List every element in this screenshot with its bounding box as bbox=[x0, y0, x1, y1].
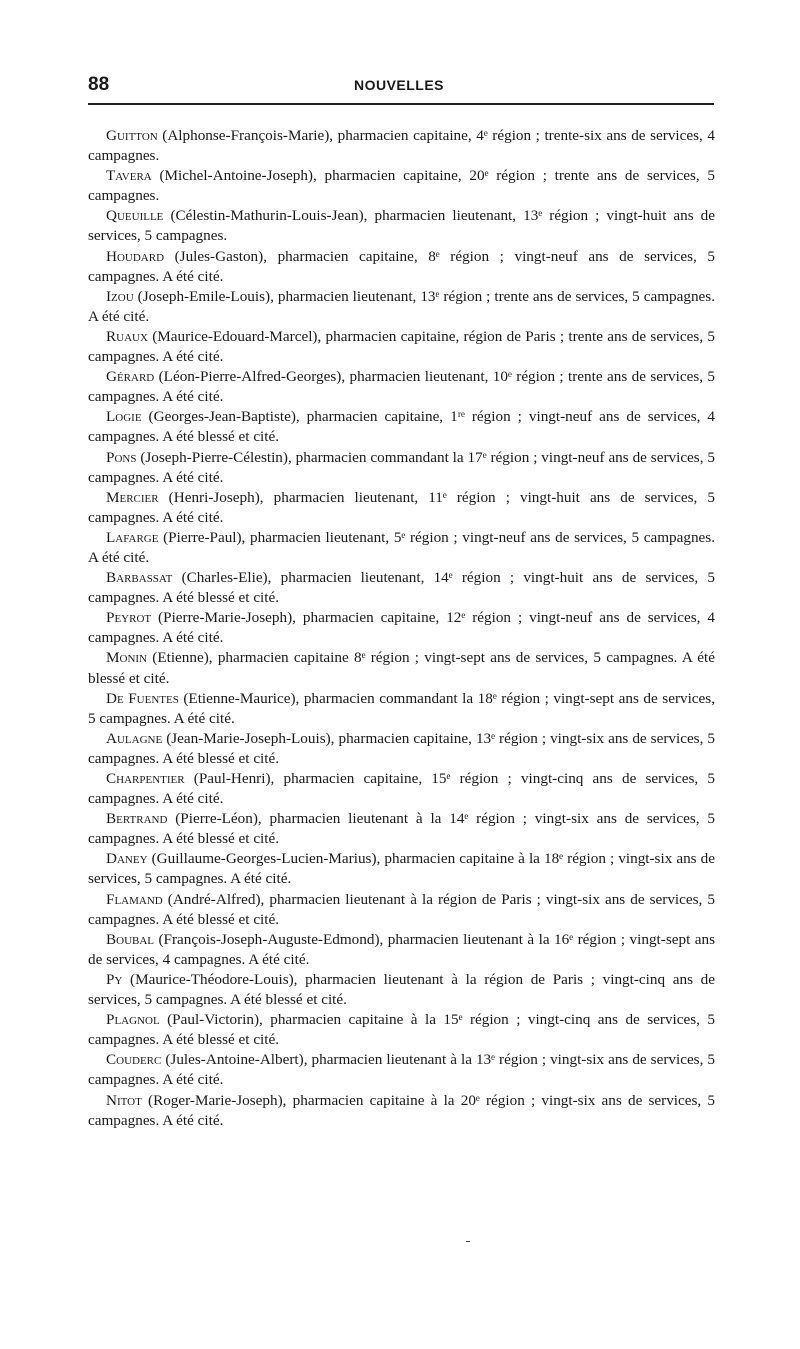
entry-name: Pons bbox=[106, 448, 137, 466]
entry-text: (Paul-Henri), pharmacien capitaine, 15ᵉ région ; vingt-cinq ans de services, 5 campagnes. A été cité. bbox=[88, 770, 715, 808]
entry-name: Houdard bbox=[106, 247, 165, 265]
entry bbox=[88, 608, 715, 648]
entry-text: (Pierre-Marie-Joseph), pharmacien capitaine, 12ᵉ région ; vingt-neuf ans de services, 4 campagnes. A été cité. bbox=[88, 609, 715, 647]
entry-text: (Henri-Joseph), pharmacien lieutenant, 11ᵉ région ; vingt-huit ans de services, 5 campagnes. A été cité. bbox=[88, 488, 715, 526]
entry bbox=[88, 206, 715, 246]
entry-text: (François-Joseph-Auguste-Edmond), pharmacien lieutenant à la 16ᵉ région ; vingt-sept ans de services, 4 campagnes. A été cité. bbox=[88, 930, 715, 968]
entry-text: (Jules-Gaston), pharmacien capitaine, 8ᵉ région ; vingt-neuf ans de services, 5 campagnes. A été cité. bbox=[88, 247, 715, 285]
entry-name: Ruaux bbox=[106, 327, 148, 345]
entry-text: (Etienne), pharmacien capitaine 8ᵉ région ; vingt-sept ans de services, 5 campagnes. A été blessé et cité. bbox=[88, 649, 715, 687]
entry bbox=[88, 488, 715, 528]
running-title: NOUVELLES bbox=[353, 77, 445, 93]
entry-text: (Alphonse-François-Marie), pharmacien capitaine, 4ᵉ région ; trente-six ans de services, 4 campagnes. bbox=[88, 127, 715, 165]
entry-name: Flamand bbox=[106, 890, 163, 908]
entry bbox=[88, 247, 715, 287]
entry-name: Py bbox=[106, 970, 123, 988]
entry-name: Boubal bbox=[106, 930, 155, 948]
entry bbox=[88, 166, 715, 206]
entry-name: Queuille bbox=[106, 207, 164, 225]
entry bbox=[88, 849, 715, 889]
entry-text: (Jules-Antoine-Albert), pharmacien lieutenant à la 13ᵉ région ; vingt-six ans de services, 5 campagnes. A été cité. bbox=[88, 1051, 715, 1089]
entry-text: (Jean-Marie-Joseph-Louis), pharmacien capitaine, 13ᵉ région ; vingt-six ans de services, 5 campagnes. A été blessé et cité. bbox=[88, 729, 715, 767]
entry-text: (Georges-Jean-Baptiste), pharmacien capitaine, 1ʳᵉ région ; vingt-neuf ans de services, 4 campagnes. A été blessé et cité. bbox=[88, 408, 715, 446]
entry bbox=[88, 970, 715, 1010]
entry bbox=[88, 1010, 715, 1050]
entry-text: (Paul-Victorin), pharmacien capitaine à la 15ᵉ région ; vingt-cinq ans de services, 5 campagnes. A été blessé et cité. bbox=[88, 1011, 715, 1049]
entry-text: (Charles-Elie), pharmacien lieutenant, 14ᵉ région ; vingt-huit ans de services, 5 campagnes. A été blessé et cité. bbox=[88, 569, 715, 607]
entry-name: Mercier bbox=[106, 488, 159, 506]
entry-text: (Maurice-Théodore-Louis), pharmacien lieutenant à la région de Paris ; vingt-cinq ans de services, 5 campagnes. A été blessé et cité. bbox=[88, 970, 715, 1009]
entry-name: Bertrand bbox=[106, 810, 168, 828]
entries-list bbox=[88, 126, 715, 1131]
entry bbox=[88, 448, 715, 488]
entry-text: (Etienne-Maurice), pharmacien commandant la 18ᵉ région ; vingt-sept ans de services, 5 campagnes. A été cité. bbox=[88, 689, 715, 727]
entry-text: (Maurice-Edouard-Marcel), pharmacien capitaine, région de Paris ; trente ans de services, 5 campagnes. A été cité. bbox=[88, 327, 715, 366]
entry-name: Nitot bbox=[106, 1091, 142, 1109]
entry-name: Daney bbox=[106, 850, 148, 868]
entry bbox=[88, 568, 715, 608]
entry-name: Charpentier bbox=[106, 770, 185, 787]
entry-text: (Célestin-Mathurin-Louis-Jean), pharmacien lieutenant, 13ᵉ région ; vingt-huit ans de services, 5 campagnes. bbox=[88, 207, 715, 245]
entry-text: (Pierre-Paul), pharmacien lieutenant, 5ᵉ région ; vingt-neuf ans de services, 5 campagnes. A été cité. bbox=[88, 528, 715, 566]
entry-text: (André-Alfred), pharmacien lieutenant à la région de Paris ; vingt-six ans de services, 5 campagnes. A été blessé et cité. bbox=[88, 890, 715, 928]
entry-name: Barbassat bbox=[106, 569, 173, 587]
entry-text: (Joseph-Emile-Louis), pharmacien lieutenant, 13ᵉ région ; trente ans de services, 5 campagnes. A été cité. bbox=[88, 287, 715, 325]
entry bbox=[88, 930, 715, 970]
entry-name: Gérard bbox=[106, 368, 155, 386]
entry bbox=[88, 367, 715, 407]
entry-text: (Roger-Marie-Joseph), pharmacien capitaine à la 20ᵉ région ; vingt-six ans de services, 5 campagnes. A été cité. bbox=[88, 1091, 715, 1129]
entry-name: Izou bbox=[106, 287, 134, 305]
entry bbox=[88, 126, 715, 166]
entry-name: De Fuentes bbox=[106, 689, 179, 707]
entry-name: Logie bbox=[106, 408, 142, 426]
entry-name: Tavera bbox=[106, 167, 152, 185]
entry bbox=[88, 1050, 715, 1090]
page-number: 88 bbox=[88, 74, 110, 95]
entry bbox=[88, 648, 715, 688]
entry-name: Peyrot bbox=[106, 609, 152, 627]
entry bbox=[88, 287, 715, 327]
entry-text: (Guillaume-Georges-Lucien-Marius), pharmacien capitaine à la 18ᵉ région ; vingt-six ans de services, 5 campagnes. A été cité. bbox=[88, 850, 715, 888]
entry-name: Monin bbox=[106, 649, 147, 667]
entry-text: (Pierre-Léon), pharmacien lieutenant à la 14ᵉ région ; vingt-six ans de services, 5 campagnes. A été blessé et cité. bbox=[88, 810, 715, 848]
entry-name: Aulagne bbox=[106, 729, 163, 747]
entry-name: Lafarge bbox=[106, 528, 159, 546]
entry-name: Couderc bbox=[106, 1051, 162, 1069]
entry-name: Plagnol bbox=[106, 1011, 160, 1029]
entry bbox=[88, 890, 715, 930]
entry-text: (Michel-Antoine-Joseph), pharmacien capitaine, 20ᵉ région ; trente ans de services, 5 campagnes. bbox=[88, 167, 715, 205]
entry bbox=[88, 769, 715, 809]
entry bbox=[88, 327, 715, 367]
entry bbox=[88, 729, 715, 769]
entry-text: (Joseph-Pierre-Célestin), pharmacien commandant la 17ᵉ région ; vingt-neuf ans de services, 5 campagnes. A été cité. bbox=[88, 448, 715, 486]
entry-text: (Léon-Pierre-Alfred-Georges), pharmacien lieutenant, 10ᵉ région ; trente ans de services, 5 campagnes. A été cité. bbox=[88, 368, 715, 406]
entry bbox=[88, 689, 715, 729]
header-rule bbox=[88, 103, 714, 105]
page-header bbox=[84, 74, 714, 98]
entry bbox=[88, 407, 715, 447]
stray-mark bbox=[466, 1241, 470, 1242]
entry-name: Guitton bbox=[106, 127, 158, 144]
entry bbox=[88, 528, 715, 568]
entry bbox=[88, 1091, 715, 1131]
entry bbox=[88, 809, 715, 849]
